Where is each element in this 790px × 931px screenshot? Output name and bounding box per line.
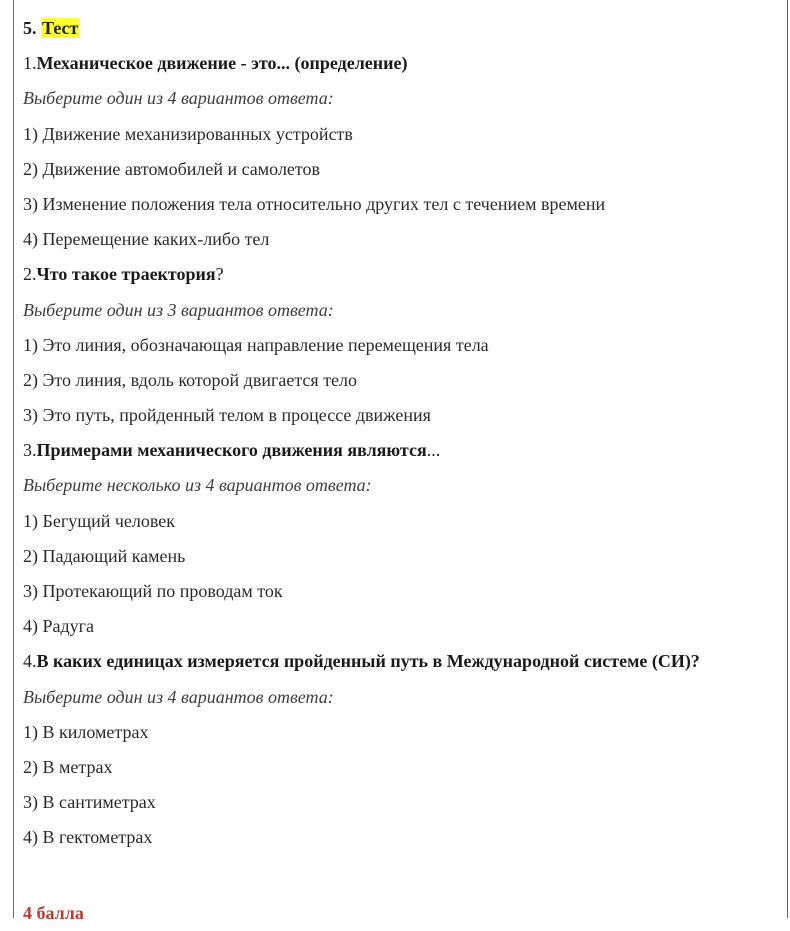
answer-instruction: Выберите один из 4 вариантов ответа: [23,88,334,109]
answer-option: 4) Радуга [23,616,95,637]
score-label: 4 балла [23,902,84,923]
question-number: 1. [23,53,37,74]
answer-instruction: Выберите несколько из 4 вариантов ответа: [23,475,372,496]
question-number: 2. [23,264,37,285]
question-heading [23,433,783,468]
question-heading [23,46,783,81]
answer-option: 2) Движение автомобилей и самолетов [23,158,321,179]
question-number: 4. [23,651,37,672]
question-text: В каких единицах измеряется пройденный путь в Международной системе (СИ)? [36,651,700,672]
answer-instruction: Выберите один из 4 вариантов ответа: [23,686,334,707]
answer-option: 4) Перемещение каких-либо тел [23,229,270,250]
answer-option: 2) Это линия, вдоль которой двигается тело [23,369,358,390]
section-number: 5. [23,18,37,38]
question-text: Механическое движение - это... (определение) [36,53,408,74]
answer-option: 3) Протекающий по проводам ток [23,581,283,601]
section-heading [23,11,783,46]
answer-option: 3) В сантиметрах [23,792,156,813]
answer-option: 4) В гектометрах [23,827,153,848]
answer-option: 3) Изменение положения тела относительно других тел с течением времени [23,193,606,214]
section-title: Тест [42,18,79,38]
question-1 [23,46,783,257]
question-text: Что такое траектория [36,264,216,285]
question-3 [23,433,783,644]
question-suffix: ? [215,264,224,285]
answer-option: 2) В метрах [23,756,113,777]
answer-option: 1) Это линия, обозначающая направление перемещения тела [23,334,489,355]
question-heading [23,644,783,679]
question-suffix: ... [426,440,441,461]
question-text: Примерами механического движения являются [36,440,427,461]
answer-instruction: Выберите один из 3 вариантов ответа: [23,299,334,320]
question-heading [23,257,783,292]
spacer [23,856,783,892]
question-4 [23,644,783,855]
answer-option: 1) Движение механизированных устройств [23,123,353,144]
answer-option: 2) Падающий камень [23,545,186,566]
answer-option: 1) В километрах [23,721,149,742]
answer-option: 1) Бегущий человек [23,510,175,531]
question-number: 3. [23,440,37,461]
answer-option: 3) Это путь, пройденный телом в процессе движения [23,405,431,426]
question-2 [23,257,783,433]
document-content [23,11,783,931]
